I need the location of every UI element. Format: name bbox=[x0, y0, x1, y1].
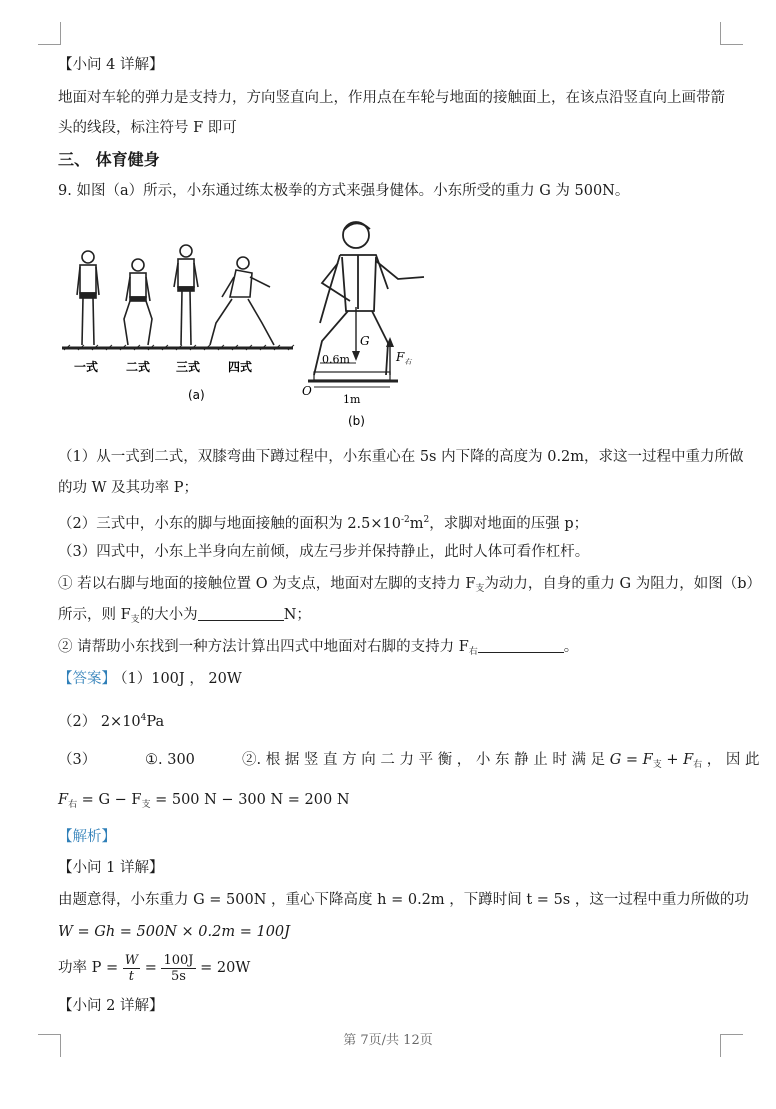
tai-chi-figure bbox=[58, 215, 438, 435]
section3-title: 三、 体育健身 bbox=[58, 150, 160, 169]
analysis-tag: 【解析】 bbox=[58, 829, 116, 845]
answer-1: （1）100J ， 20W bbox=[113, 671, 242, 687]
q3-line: （3）四式中，小东上半身向左前倾，成左弓步并保持静止，此时人体可看作杠杆。 bbox=[58, 544, 590, 560]
answer-3-equation: $F_右 = G - F_支 = 500$ N − 300 N = 200 N bbox=[58, 792, 350, 810]
sub1-equation-work: W = Gh = 500N × 0.2m = 100J bbox=[58, 924, 290, 940]
answer-blank-2 bbox=[478, 638, 564, 653]
q9-intro: 9. 如图（a）所示，小东通过练太极拳的方式来强身健体。小东所受的重力 G 为 500N。 bbox=[58, 183, 630, 199]
crop-mark-top-left bbox=[38, 22, 61, 45]
pose-3-figure bbox=[174, 245, 198, 345]
sub2-heading: 【小问 2 详解】 bbox=[58, 998, 164, 1014]
answer-blank-1 bbox=[198, 606, 284, 621]
pose-1-figure bbox=[77, 251, 99, 345]
q3-part2-line: ② 请帮助小东找到一种方法计算出四式中地面对右脚的支持力 $F_右$ 。 bbox=[58, 639, 579, 657]
figure-b-caption: (b) bbox=[348, 414, 365, 428]
q2-line: （2）三式中，小东的脚与地面接触的面积为 $2.5\times 10^{-2}m^2$，求脚对地面的压强 p； bbox=[58, 515, 589, 532]
sec4-heading: 【小问 4 详解】 bbox=[58, 57, 164, 73]
q1-line1: （1）从一式到二式，双膝弯曲下蹲过程中，小东重心在 5s 内下降的高度为 0.2m，求这一过程中重力所做 bbox=[58, 449, 744, 465]
pose-2-figure bbox=[124, 259, 152, 345]
pose-label-1: 一式 bbox=[74, 360, 99, 374]
answer-2: （2） $2\times 10^4Pa$ bbox=[58, 713, 165, 730]
force-G-label: G bbox=[360, 334, 370, 348]
answer-tag: 【答案】 bbox=[58, 671, 116, 687]
q3-part1-line2: 所示，则 $F_支$的大小为 N； bbox=[58, 607, 311, 625]
pose-label-2: 二式 bbox=[126, 360, 151, 374]
sec4-text-line1: 地面对车轮的弹力是支持力，方向竖直向上，作用点在车轮与地面的接触面上，在该点沿竖直向上画带箭 bbox=[58, 90, 725, 106]
pivot-O-label: O bbox=[302, 384, 312, 398]
sec4-text-line2: 头的线段，标注符号 F 即可 bbox=[58, 120, 237, 136]
dim-0-6m-label: 0.6m bbox=[322, 353, 350, 366]
page-footer: 第 7页/共 12页 bbox=[343, 1033, 433, 1048]
crop-mark-top-right bbox=[720, 22, 743, 45]
q3-part1-line1: ① 若以右脚与地面的接触位置 O 为支点，地面对左脚的支持力 $F_支$为动力，自身的重力 G 为阻力，如图（b） bbox=[58, 576, 761, 594]
left-foot-b bbox=[314, 372, 390, 380]
pose-label-3: 三式 bbox=[176, 360, 201, 374]
force-F-label: $F_右$ bbox=[396, 350, 412, 366]
sub1-text: 由题意得，小东重力 G = 500N ，重心下降高度 h = 0.2m ，下蹲时间 t = 5s ，这一过程中重力所做的功 bbox=[58, 892, 749, 908]
pose-4-figure bbox=[210, 257, 274, 345]
dim-1m-label: 1m bbox=[343, 393, 361, 406]
answer-3-part1: ①. 300 bbox=[145, 752, 195, 768]
pose-label-4: 四式 bbox=[228, 360, 253, 374]
answer-3-part2: ②. 根 据 竖 直 方 向 二 力 平 衡 ， 小 东 静 止 时 满 足 $G = F_支 + F_右$ ， 因 此 bbox=[242, 752, 760, 770]
q1-line2: 的功 W 及其功率 P； bbox=[58, 480, 198, 496]
figure-a-caption: (a) bbox=[188, 388, 205, 402]
answer-3-label: （3） bbox=[58, 752, 97, 768]
sub1-equation-power: 功率 P = $\frac{W}{t}$ = $\frac{100J}{5s}$ = 20W bbox=[58, 952, 251, 984]
sub1-heading: 【小问 1 详解】 bbox=[58, 860, 164, 876]
